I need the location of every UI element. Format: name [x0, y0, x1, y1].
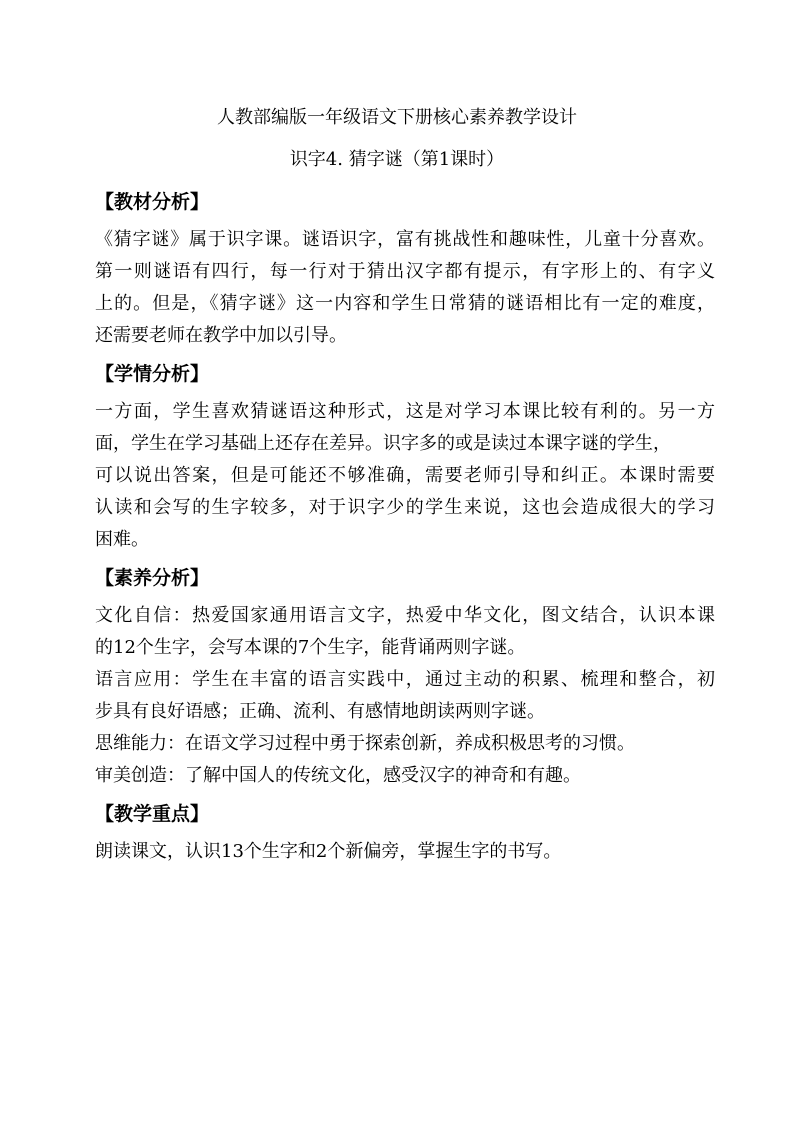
paragraph-line: 困难。: [95, 529, 149, 550]
paragraph-line: 一方面，学生喜欢猜谜语这种形式，这是对学习本课比较有利的。另一方: [95, 401, 715, 422]
key-points-paragraph: [95, 836, 715, 868]
textbook-analysis-paragraph: [95, 224, 715, 352]
section-heading-key-points: 【教学重点】: [95, 803, 210, 825]
lesson-subtitle: 识字4. 猜字谜（第1课时）: [289, 149, 505, 170]
paragraph-line: 的12个生字，会写本课的7个生字，能背诵两则字谜。: [95, 637, 526, 658]
literacy-aesthetic-creation: [95, 760, 715, 792]
paragraph-line: 审美创造：了解中国人的传统文化，感受汉字的神奇和有趣。: [95, 765, 581, 786]
student-analysis-section: [95, 358, 715, 556]
paragraph-line: 面，学生在学习基础上还存在差异。识字多的或是读过本课字谜的学生，: [95, 433, 671, 454]
paragraph-line: 可以说出答案，但是可能还不够准确，需要老师引导和纠正。本课时需要: [95, 465, 715, 486]
paragraph-line: 认读和会写的生字较多，对于识字少的学生来说，这也会造成很大的学习: [95, 497, 715, 518]
section-heading-student-analysis: 【学情分析】: [95, 363, 210, 385]
paragraph-line: 朗读课文，认识13个生字和2个新偏旁，掌握生字的书写。: [95, 841, 562, 862]
paragraph-line: 语言应用：学生在丰富的语言实践中，通过主动的积累、梳理和整合，初: [95, 669, 715, 690]
paragraph-line: 《猜字谜》属于识字课。谜语识字，富有挑战性和趣味性，儿童十分喜欢。: [95, 229, 715, 250]
literacy-thinking-ability: [95, 728, 715, 760]
literacy-cultural-confidence: [95, 600, 715, 664]
student-analysis-paragraph: [95, 396, 715, 556]
paragraph-line: 第一则谜语有四行，每一行对于猜出汉字都有提示，有字形上的、有字义: [95, 261, 715, 282]
paragraph-line: 思维能力：在语文学习过程中勇于探索创新，养成积极思考的习惯。: [95, 733, 635, 754]
document-body: [95, 186, 715, 868]
paragraph-line: 文化自信：热爱国家通用语言文字，热爱中华文化，图文结合，认识本课: [95, 605, 715, 626]
literacy-analysis-section: [95, 562, 715, 792]
key-points-section: [95, 798, 715, 868]
literacy-language-application: [95, 664, 715, 728]
section-heading-textbook-analysis: 【教材分析】: [95, 191, 210, 213]
document-title: 人教部编版一年级语文下册核心素养教学设计: [217, 107, 577, 128]
section-heading-literacy-analysis: 【素养分析】: [95, 567, 210, 589]
paragraph-line: 步具有良好语感；正确、流利、有感情地朗读两则字谜。: [95, 701, 545, 722]
paragraph-line: 上的。但是，《猜字谜》这一内容和学生日常猜的谜语相比有一定的难度，: [95, 293, 715, 314]
textbook-analysis-section: [95, 186, 715, 352]
paragraph-line: 还需要老师在教学中加以引导。: [95, 325, 347, 346]
